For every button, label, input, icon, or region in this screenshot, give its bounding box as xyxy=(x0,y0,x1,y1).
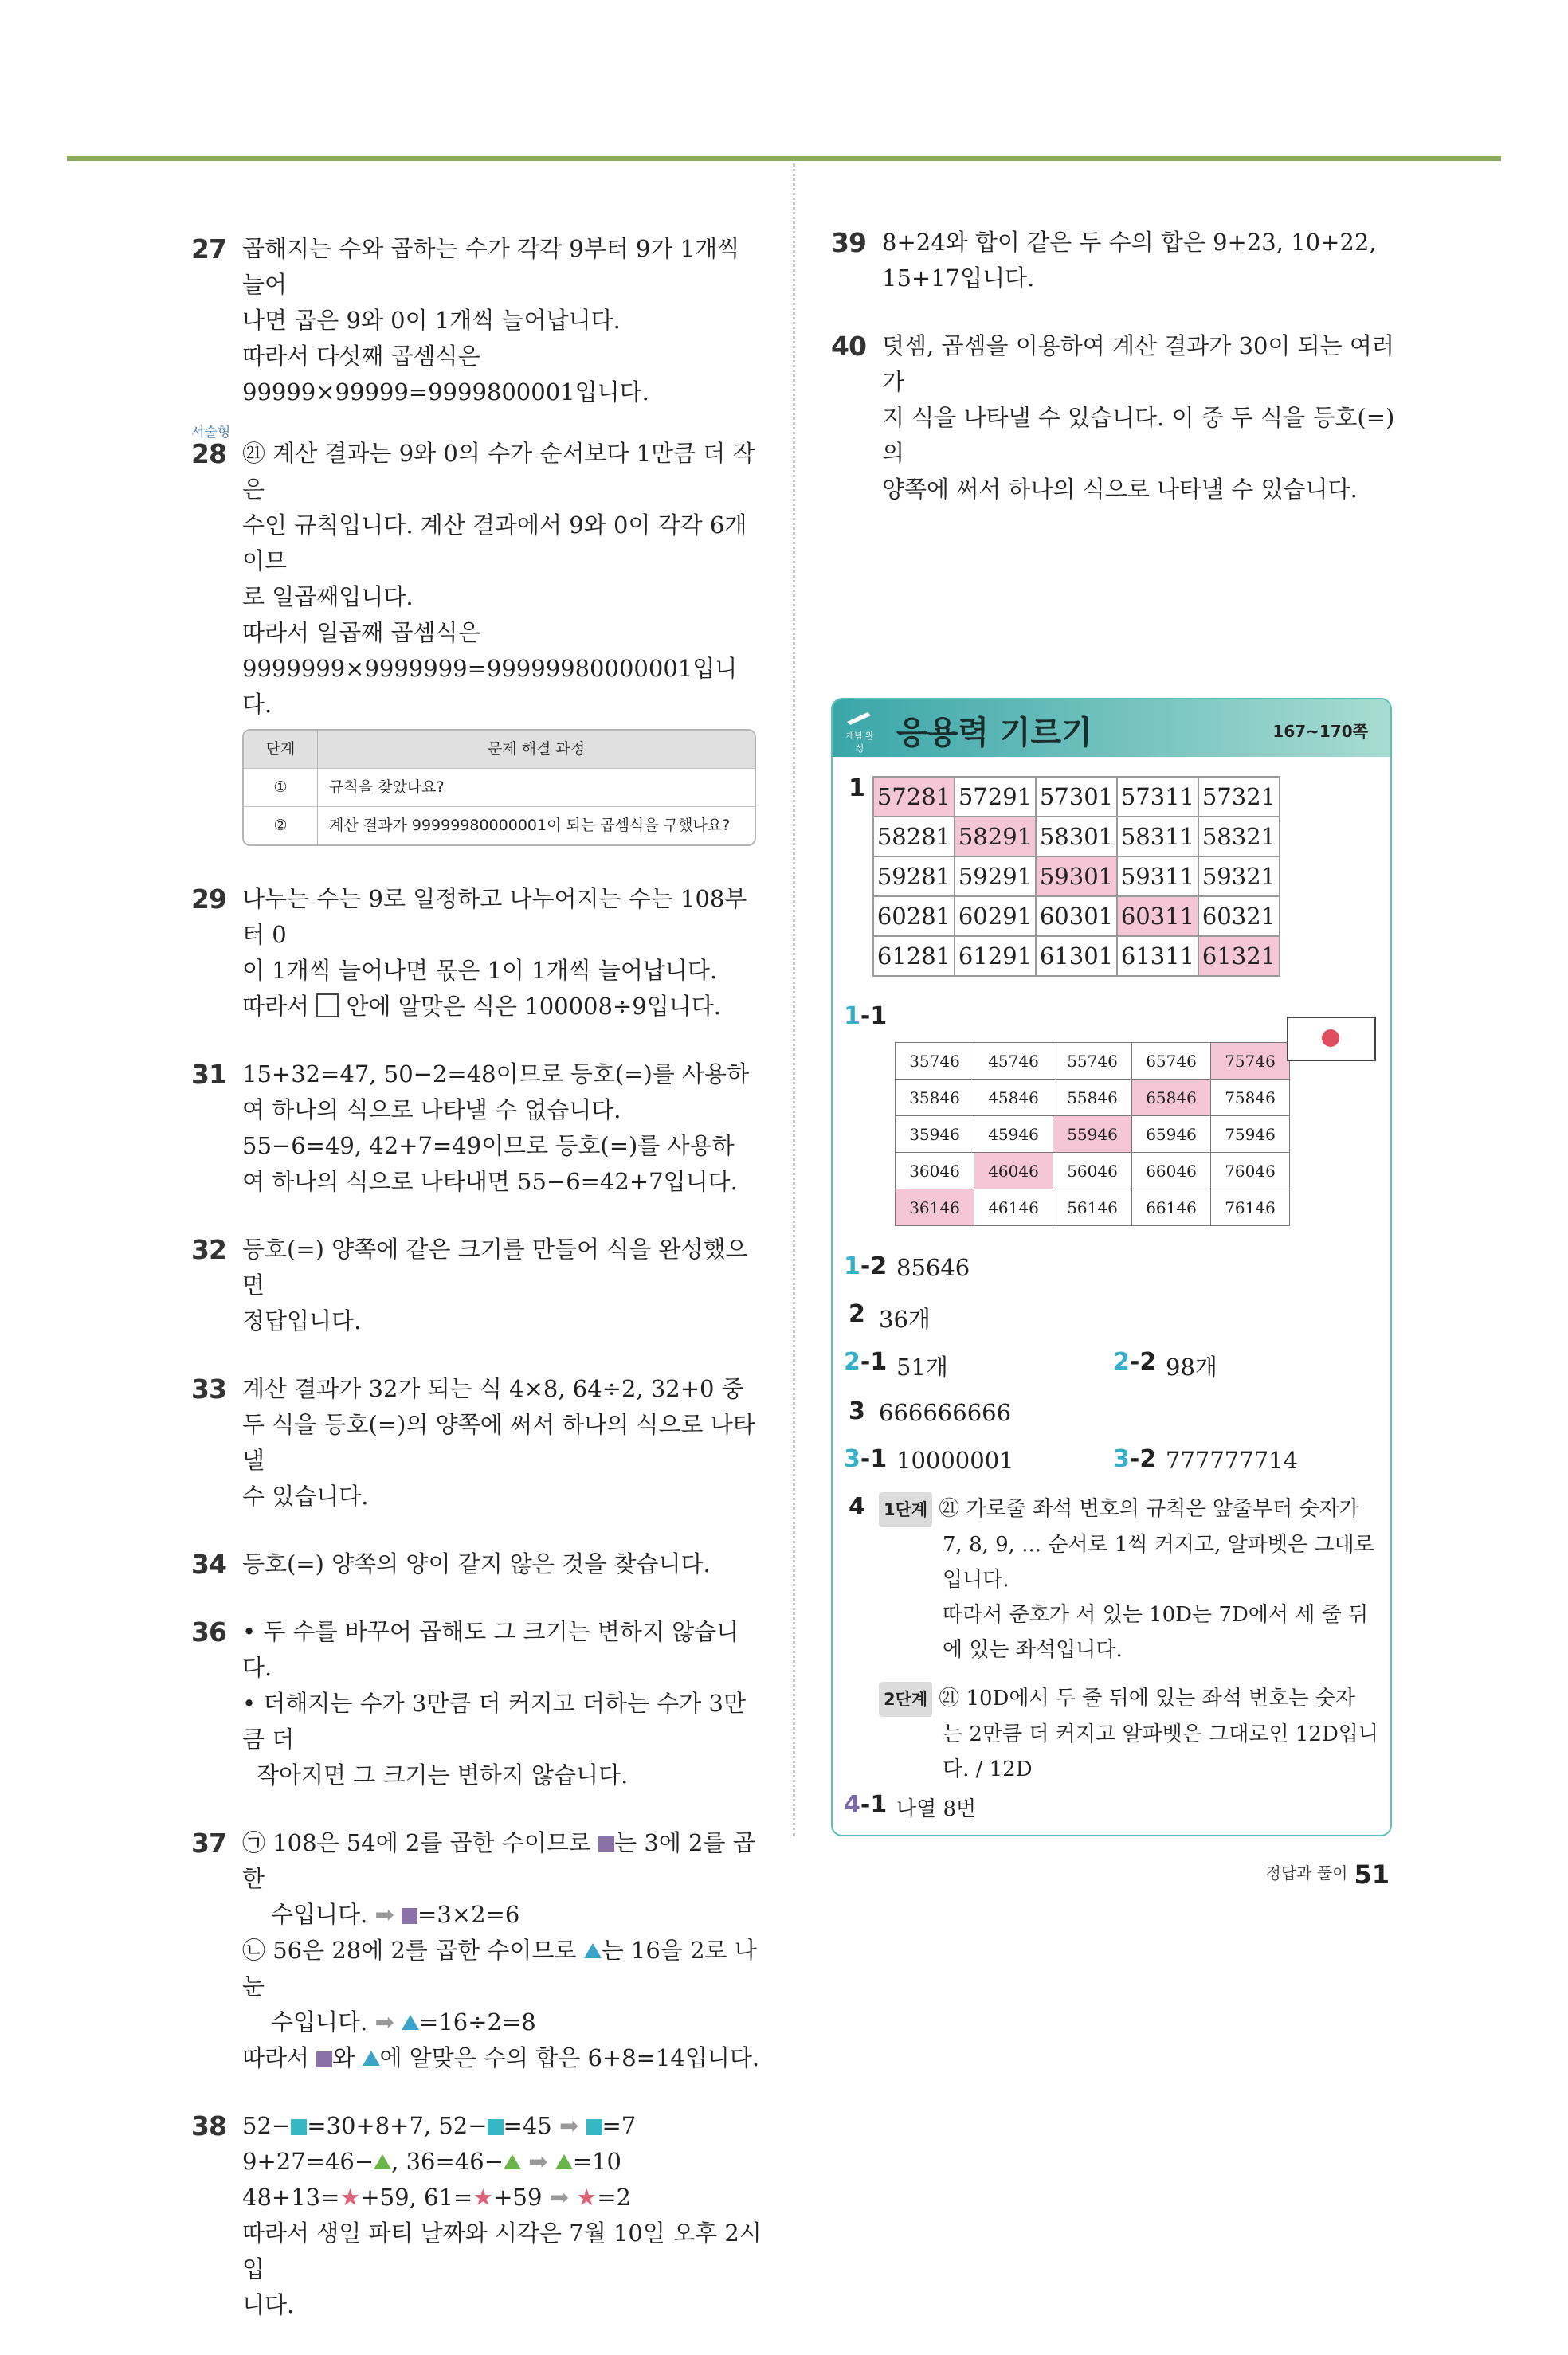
arrow-right-icon: ➡ xyxy=(374,2008,394,2036)
grid-cell: 57281 xyxy=(873,777,955,817)
grid-cell: 75746 xyxy=(1211,1043,1290,1080)
text-line: 수입니다. ➡ =3×2=6 xyxy=(271,1901,520,1928)
table-row xyxy=(873,936,1280,976)
grid-cell: 59321 xyxy=(1198,856,1280,896)
grid-cell: 58281 xyxy=(873,817,955,856)
text-line: • 더해지는 수가 3만큼 더 커지고 더하는 수가 3만큼 더 xyxy=(242,1690,747,1753)
arrow-right-icon: ➡ xyxy=(549,2184,569,2211)
answer-value: 666666666 xyxy=(879,1399,1012,1426)
top-rule xyxy=(67,156,1501,161)
item-number: 38 xyxy=(191,2110,226,2141)
text-line: 52− =30+8+7, 52− =45 ➡ =7 xyxy=(242,2112,637,2139)
text-line: ㉠ 108은 54에 2를 곱한 수이므로 는 3에 2를 곱한 xyxy=(242,1829,755,1892)
answer-value: 85646 xyxy=(896,1254,970,1281)
grid-cell: 45946 xyxy=(974,1116,1053,1153)
item-number: 39 xyxy=(831,227,866,258)
green-triangle-icon xyxy=(504,2154,521,2169)
table-row xyxy=(896,1189,1290,1226)
grid-cell: 61321 xyxy=(1198,936,1280,976)
answer-39 xyxy=(831,225,1405,296)
torn-grid-2 xyxy=(895,1042,1290,1226)
red-dot-icon xyxy=(1322,1029,1339,1047)
grid-cell: 61301 xyxy=(1036,936,1117,976)
arrow-right-icon: ➡ xyxy=(528,2148,548,2175)
grid-cell: 61291 xyxy=(955,936,1036,976)
text-line: 등호(=) 양쪽에 같은 크기를 만들어 식을 완성했으면 xyxy=(242,1236,748,1299)
item-number: 37 xyxy=(191,1828,226,1859)
descriptive-tag: 서술형 xyxy=(191,425,231,441)
page-number: 51 xyxy=(1354,1859,1390,1890)
answer-27 xyxy=(191,231,765,410)
badge-label: 개념 완성 xyxy=(845,731,874,754)
grid-cell: 36046 xyxy=(896,1153,974,1189)
answer-label: 1-2 xyxy=(844,1252,888,1280)
grid-cell: 57291 xyxy=(955,777,1036,817)
blue-triangle-icon xyxy=(402,2015,419,2030)
grid-cell: 58311 xyxy=(1117,817,1198,856)
answer-28 xyxy=(191,425,765,846)
right-column xyxy=(831,225,1405,539)
answer-label: 1 xyxy=(849,774,865,802)
text-line: ㉑ 계산 결과는 9와 0의 수가 순서보다 1만큼 더 작은 xyxy=(242,440,755,503)
grid-cell: 65746 xyxy=(1132,1043,1211,1080)
item-number: 29 xyxy=(191,884,226,915)
grid-cell: 60291 xyxy=(955,896,1036,936)
grid-cell: 59311 xyxy=(1117,856,1198,896)
answer-4-step2: 2단계 ㉑ 10D에서 두 줄 뒤에 있는 좌석 번호는 숫자 는 2만큼 더 커지고 알파벳은 그대로인 12D입니 다. / 12D xyxy=(879,1681,1389,1787)
grid-cell: 60301 xyxy=(1036,896,1117,936)
panel-header xyxy=(833,699,1390,757)
grid-cell: 60321 xyxy=(1198,896,1280,936)
table-row xyxy=(873,856,1280,896)
text-line: 따라서 다섯째 곱셈식은 xyxy=(242,343,480,370)
grid-cell: 59281 xyxy=(873,856,955,896)
green-triangle-icon xyxy=(555,2154,573,2169)
text-line: 따라서 안에 알맞은 식은 100008÷9입니다. xyxy=(242,993,721,1020)
table-row xyxy=(896,1153,1290,1189)
table-row: ① 규칙을 찾았나요? xyxy=(244,768,755,806)
answer-29 xyxy=(191,881,765,1025)
grid-cell: 60281 xyxy=(873,896,955,936)
answer-value: 10000001 xyxy=(896,1447,1014,1474)
table-row xyxy=(873,777,1280,817)
table-row xyxy=(873,817,1280,856)
text-line: 지 식을 나타낼 수 있습니다. 이 중 두 식을 등호(=)의 xyxy=(882,404,1395,467)
text-line: 수입니다. ➡ =16÷2=8 xyxy=(271,2008,536,2036)
table-header: 단계 xyxy=(244,731,318,768)
table-row: ② 계산 결과가 99999980000001이 되는 곱셈식을 구했나요? xyxy=(244,806,755,844)
text-line: 나누는 수는 9로 일정하고 나누어지는 수는 108부터 0 xyxy=(242,885,747,948)
star-icon: ★ xyxy=(339,2184,361,2211)
table-row xyxy=(896,1080,1290,1116)
item-number: 28 xyxy=(191,438,226,469)
number-grid-2 xyxy=(895,1042,1290,1226)
grid-cell: 46146 xyxy=(974,1189,1053,1226)
text-line: 로 일곱째입니다. xyxy=(242,583,414,610)
purple-square-icon xyxy=(598,1836,614,1852)
answer-31 xyxy=(191,1056,765,1200)
green-triangle-icon xyxy=(374,2154,391,2169)
grid-cell: 58291 xyxy=(955,817,1036,856)
grid-cell: 58321 xyxy=(1198,817,1280,856)
number-grid-1 xyxy=(872,776,1280,977)
answer-label: 2-1 xyxy=(844,1348,888,1376)
blue-triangle-icon xyxy=(363,2051,380,2066)
text-line: 9999999×9999999=99999980000001입니다. xyxy=(242,655,738,718)
answer-label: 3 xyxy=(849,1397,865,1425)
answer-value: 98개 xyxy=(1166,1354,1217,1381)
grid-cell: 59301 xyxy=(1036,856,1117,896)
step-label: 2단계 xyxy=(879,1682,932,1717)
text-line: 따라서 일곱째 곱셈식은 xyxy=(242,619,480,646)
blank-box-icon xyxy=(316,993,339,1017)
scoring-table xyxy=(242,729,756,846)
text-line: 55−6=49, 42+7=49이므로 등호(=)를 사용하 xyxy=(242,1132,735,1159)
grid-cell: 76146 xyxy=(1211,1189,1290,1226)
text-line: 따라서 와 에 알맞은 수의 합은 6+8=14입니다. xyxy=(242,2044,760,2071)
item-number: 31 xyxy=(191,1059,226,1090)
text-line: 99999×99999=9999800001입니다. xyxy=(242,378,649,406)
grid-cell: 46046 xyxy=(974,1153,1053,1189)
applied-skills-panel xyxy=(831,698,1392,1836)
grid-cell: 61281 xyxy=(873,936,955,976)
footer-label: 정답과 풀이 xyxy=(1265,1863,1348,1883)
text-line: 정답입니다. xyxy=(242,1307,362,1334)
item-number: 33 xyxy=(191,1373,226,1405)
grid-cell: 45846 xyxy=(974,1080,1053,1116)
answer-label: 3-2 xyxy=(1113,1445,1157,1473)
grid-cell: 57321 xyxy=(1198,777,1280,817)
text-line: 니다. xyxy=(242,2291,295,2318)
answer-value: 36개 xyxy=(879,1306,931,1333)
answer-label: 3-1 xyxy=(844,1445,888,1473)
text-line: ㉡ 56은 28에 2를 곱한 수이므로 는 16을 2로 나눈 xyxy=(242,1937,757,2000)
grid-cell: 65846 xyxy=(1132,1080,1211,1116)
torn-corner xyxy=(1287,1017,1376,1061)
text-line: 나면 곱은 9와 0이 1개씩 늘어납니다. xyxy=(242,307,621,334)
grid-cell: 56046 xyxy=(1053,1153,1132,1189)
pencil-icon xyxy=(844,707,876,727)
text-line: 수인 규칙입니다. 계산 결과에서 9와 0이 각각 6개이므 xyxy=(242,511,747,574)
answer-value: 나열 8번 xyxy=(896,1797,977,1821)
grid-cell: 59291 xyxy=(955,856,1036,896)
item-number: 32 xyxy=(191,1234,226,1265)
text-line: 등호(=) 양쪽의 양이 같지 않은 것을 찾습니다. xyxy=(242,1550,711,1577)
grid-cell: 58301 xyxy=(1036,817,1117,856)
item-number: 34 xyxy=(191,1549,226,1580)
grid-cell: 35846 xyxy=(896,1080,974,1116)
answer-value: 51개 xyxy=(896,1354,948,1381)
answer-37 xyxy=(191,1825,765,2076)
answer-label: 2-2 xyxy=(1113,1348,1157,1376)
grid-cell: 55846 xyxy=(1053,1080,1132,1116)
text-line: 8+24와 합이 같은 두 수의 합은 9+23, 10+22, xyxy=(882,229,1377,256)
answer-34 xyxy=(191,1546,765,1582)
grid-cell: 56146 xyxy=(1053,1189,1132,1226)
star-icon: ★ xyxy=(576,2184,598,2211)
table-header: 문제 해결 과정 xyxy=(318,731,755,768)
table-row xyxy=(873,896,1280,936)
item-number: 40 xyxy=(831,331,866,362)
table-row xyxy=(896,1116,1290,1153)
grid-cell: 57311 xyxy=(1117,777,1198,817)
blue-triangle-icon xyxy=(584,1943,602,1958)
grid-cell: 76046 xyxy=(1211,1153,1290,1189)
text-line: • 두 수를 바꾸어 곱해도 그 크기는 변하지 않습니다. xyxy=(242,1618,739,1681)
column-divider xyxy=(793,163,795,1836)
grid-cell: 45746 xyxy=(974,1043,1053,1080)
badge xyxy=(842,707,877,754)
grid-cell: 75846 xyxy=(1211,1080,1290,1116)
text-line: 계산 결과가 32가 되는 식 4×8, 64÷2, 32+0 중 xyxy=(242,1375,744,1402)
grid-cell: 66146 xyxy=(1132,1189,1211,1226)
grid-cell: 55746 xyxy=(1053,1043,1132,1080)
teal-square-icon xyxy=(291,2119,307,2135)
arrow-right-icon: ➡ xyxy=(559,2112,579,2139)
answer-40 xyxy=(831,328,1405,507)
answer-38 xyxy=(191,2108,765,2323)
item-number: 27 xyxy=(191,233,226,264)
answer-value: 777777714 xyxy=(1166,1447,1299,1474)
grid-cell: 61311 xyxy=(1117,936,1198,976)
teal-square-icon xyxy=(586,2119,602,2135)
text-line: 여 하나의 식으로 나타낼 수 없습니다. xyxy=(242,1096,621,1123)
text-line: 덧셈, 곱셈을 이용하여 계산 결과가 30이 되는 여러 가 xyxy=(882,332,1394,395)
answer-label: 2 xyxy=(849,1300,865,1328)
answer-label: 4 xyxy=(849,1493,865,1521)
page-footer xyxy=(1266,1859,1390,1890)
grid-cell: 60311 xyxy=(1117,896,1198,936)
grid-cell: 36146 xyxy=(896,1189,974,1226)
purple-square-icon xyxy=(316,2051,332,2067)
grid-cell: 75946 xyxy=(1211,1116,1290,1153)
text-line: 여 하나의 식으로 나타내면 55−6=42+7입니다. xyxy=(242,1168,738,1195)
grid-cell: 66046 xyxy=(1132,1153,1211,1189)
item-number: 36 xyxy=(191,1616,226,1648)
grid-cell: 35746 xyxy=(896,1043,974,1080)
text-line: 48+13=★+59, 61=★+59 ➡ ★=2 xyxy=(242,2184,631,2211)
answer-label: 4-1 xyxy=(844,1791,888,1819)
text-line: 작아지면 그 크기는 변하지 않습니다. xyxy=(257,1761,629,1789)
text-line: 따라서 생일 파티 날짜와 시각은 7월 10일 오후 2시입 xyxy=(242,2220,762,2283)
text-line: 두 식을 등호(=)의 양쪽에 써서 하나의 식으로 나타낼 xyxy=(242,1411,755,1474)
text-line: 9+27=46− , 36=46− ➡ =10 xyxy=(242,2148,621,2175)
panel-title: 응용력 기르기 xyxy=(896,715,1092,751)
text-line: 수 있습니다. xyxy=(242,1483,369,1510)
purple-square-icon xyxy=(402,1908,417,1924)
text-line: 양쪽에 써서 하나의 식으로 나타낼 수 있습니다. xyxy=(882,476,1358,503)
text-line: 곱해지는 수와 곱하는 수가 각각 9부터 9가 1개씩 늘어 xyxy=(242,235,740,298)
answer-33 xyxy=(191,1371,765,1514)
answer-label: 1-1 xyxy=(844,1002,888,1030)
grid-cell: 57301 xyxy=(1036,777,1117,817)
text-line: 이 1개씩 늘어나면 몫은 1이 1개씩 늘어납니다. xyxy=(242,957,718,984)
answer-36 xyxy=(191,1614,765,1793)
teal-square-icon xyxy=(488,2119,504,2135)
answer-4-step1: 1단계 ㉑ 가로줄 좌석 번호의 규칙은 앞줄부터 숫자가 7, 8, 9, ... 순서로 1씩 커지고, 알파벳은 그대로 입니다. 따라서 준호가 서 있는 10D는 7D에서 세 줄 뒤 에 있는 좌석입니다. xyxy=(879,1491,1389,1667)
step-label: 1단계 xyxy=(879,1492,932,1527)
grid-cell: 55946 xyxy=(1053,1116,1132,1153)
star-icon: ★ xyxy=(472,2184,494,2211)
arrow-right-icon: ➡ xyxy=(374,1901,394,1928)
answer-32 xyxy=(191,1232,765,1339)
text-line: 15+17입니다. xyxy=(882,264,1035,292)
page-range: 167~170쪽 xyxy=(1272,722,1368,741)
text-line: 15+32=47, 50−2=48이므로 등호(=)를 사용하 xyxy=(242,1060,750,1087)
table-row xyxy=(896,1043,1290,1080)
left-column xyxy=(191,231,765,2355)
grid-cell: 35946 xyxy=(896,1116,974,1153)
grid-cell: 65946 xyxy=(1132,1116,1211,1153)
